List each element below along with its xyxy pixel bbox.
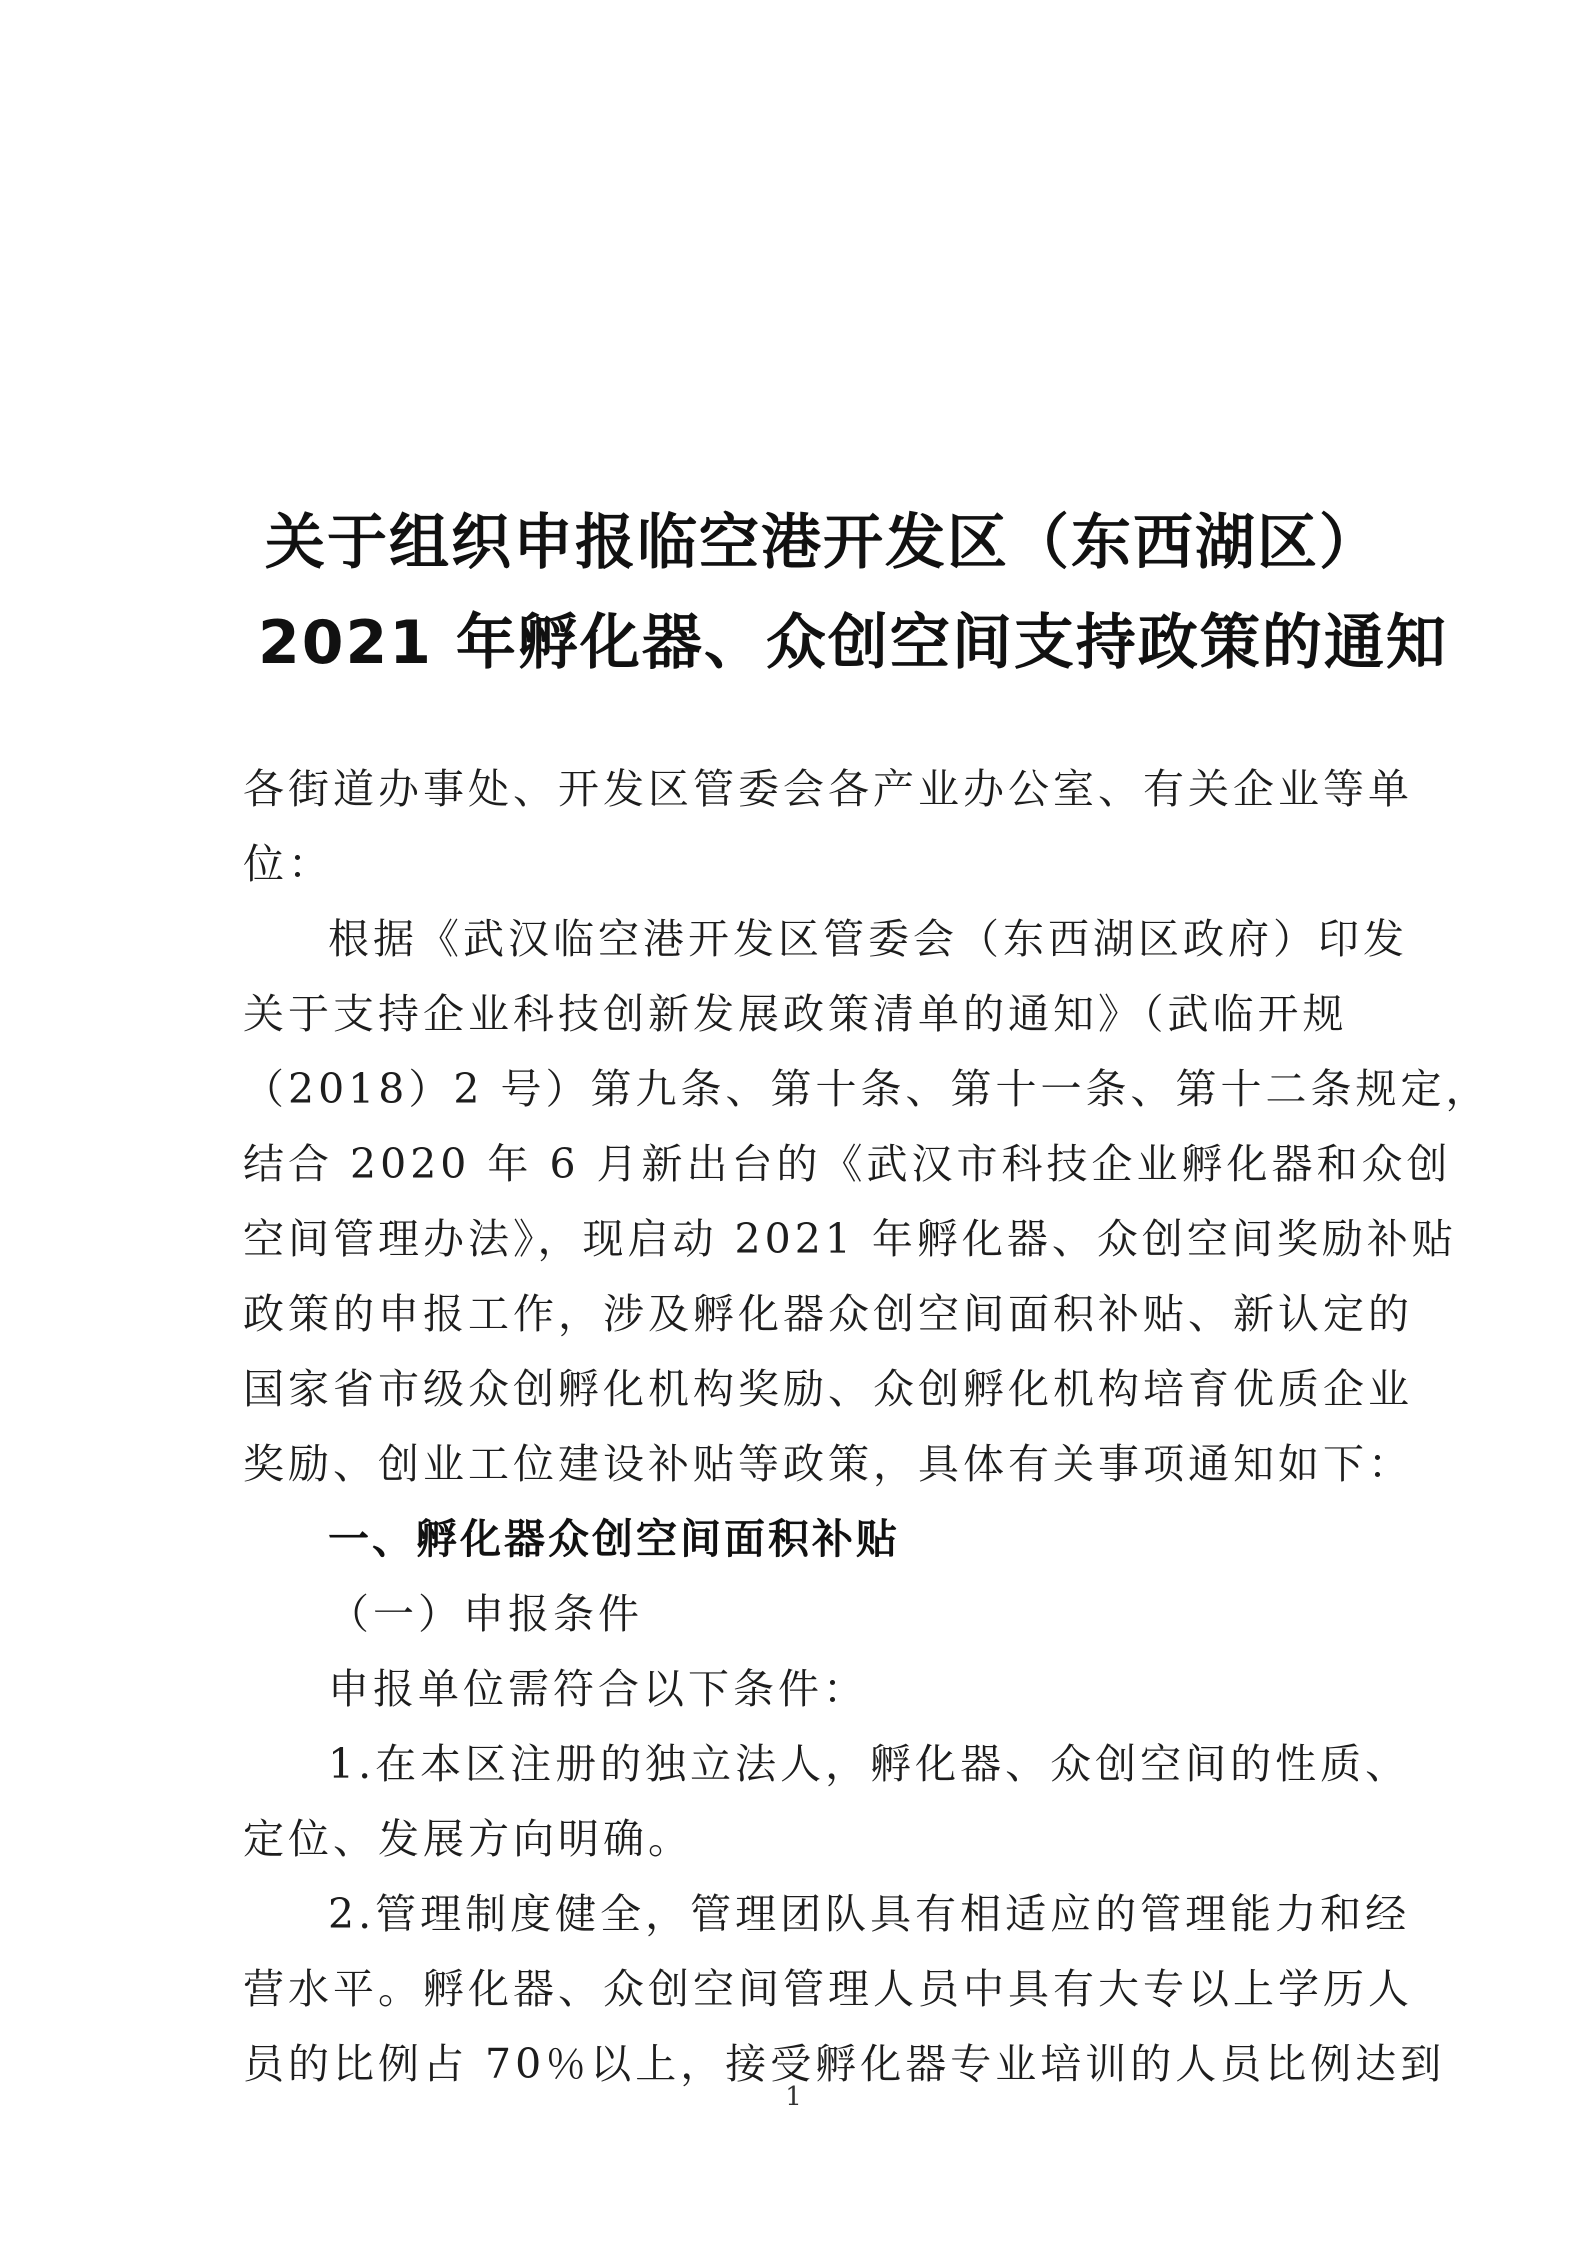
conditions-intro: 申报单位需符合以下条件： (328, 1665, 868, 1713)
condition-2-line-1: 2.管理制度健全，管理团队具有相适应的管理能力和经 (328, 1890, 1411, 1938)
document-title-line-2: 2021 年孵化器、众创空间支持政策的通知 (258, 608, 1448, 678)
intro-line-2: 关于支持企业科技创新发展政策清单的通知》（武临开规 (243, 990, 1348, 1038)
condition-1-line-2: 定位、发展方向明确。 (243, 1815, 693, 1863)
intro-line-3: （2018）2 号）第九条、第十条、第十一条、第十二条规定， (243, 1065, 1491, 1113)
intro-line-4: 结合 2020 年 6 月新出台的《武汉市科技企业孵化器和众创 (243, 1140, 1452, 1188)
condition-1-line-1: 1.在本区注册的独立法人，孵化器、众创空间的性质、 (328, 1740, 1411, 1788)
subsection-heading: （一）申报条件 (328, 1590, 643, 1638)
intro-line-1: 根据《武汉临空港开发区管委会（东西湖区政府）印发 (328, 915, 1408, 963)
condition-2-line-2: 营水平。孵化器、众创空间管理人员中具有大专以上学历人 (243, 1965, 1413, 2013)
document-title-line-1: 关于组织申报临空港开发区（东西湖区） (265, 508, 1381, 578)
intro-line-6: 政策的申报工作，涉及孵化器众创空间面积补贴、新认定的 (243, 1290, 1413, 1338)
page-number: 1 (785, 2082, 802, 2112)
condition-2-line-3: 员的比例占 70％以上，接受孵化器专业培训的人员比例达到 (243, 2040, 1446, 2088)
addressee-line-2: 位： (243, 840, 333, 888)
section-heading: 一、孵化器众创空间面积补贴 (328, 1515, 900, 1563)
intro-line-8: 奖励、创业工位建设补贴等政策，具体有关事项通知如下： (243, 1440, 1413, 1488)
intro-line-7: 国家省市级众创孵化机构奖励、众创孵化机构培育优质企业 (243, 1365, 1413, 1413)
intro-line-5: 空间管理办法》，现启动 2021 年孵化器、众创空间奖励补贴 (243, 1215, 1457, 1263)
addressee-line-1: 各街道办事处、开发区管委会各产业办公室、有关企业等单 (243, 765, 1413, 813)
